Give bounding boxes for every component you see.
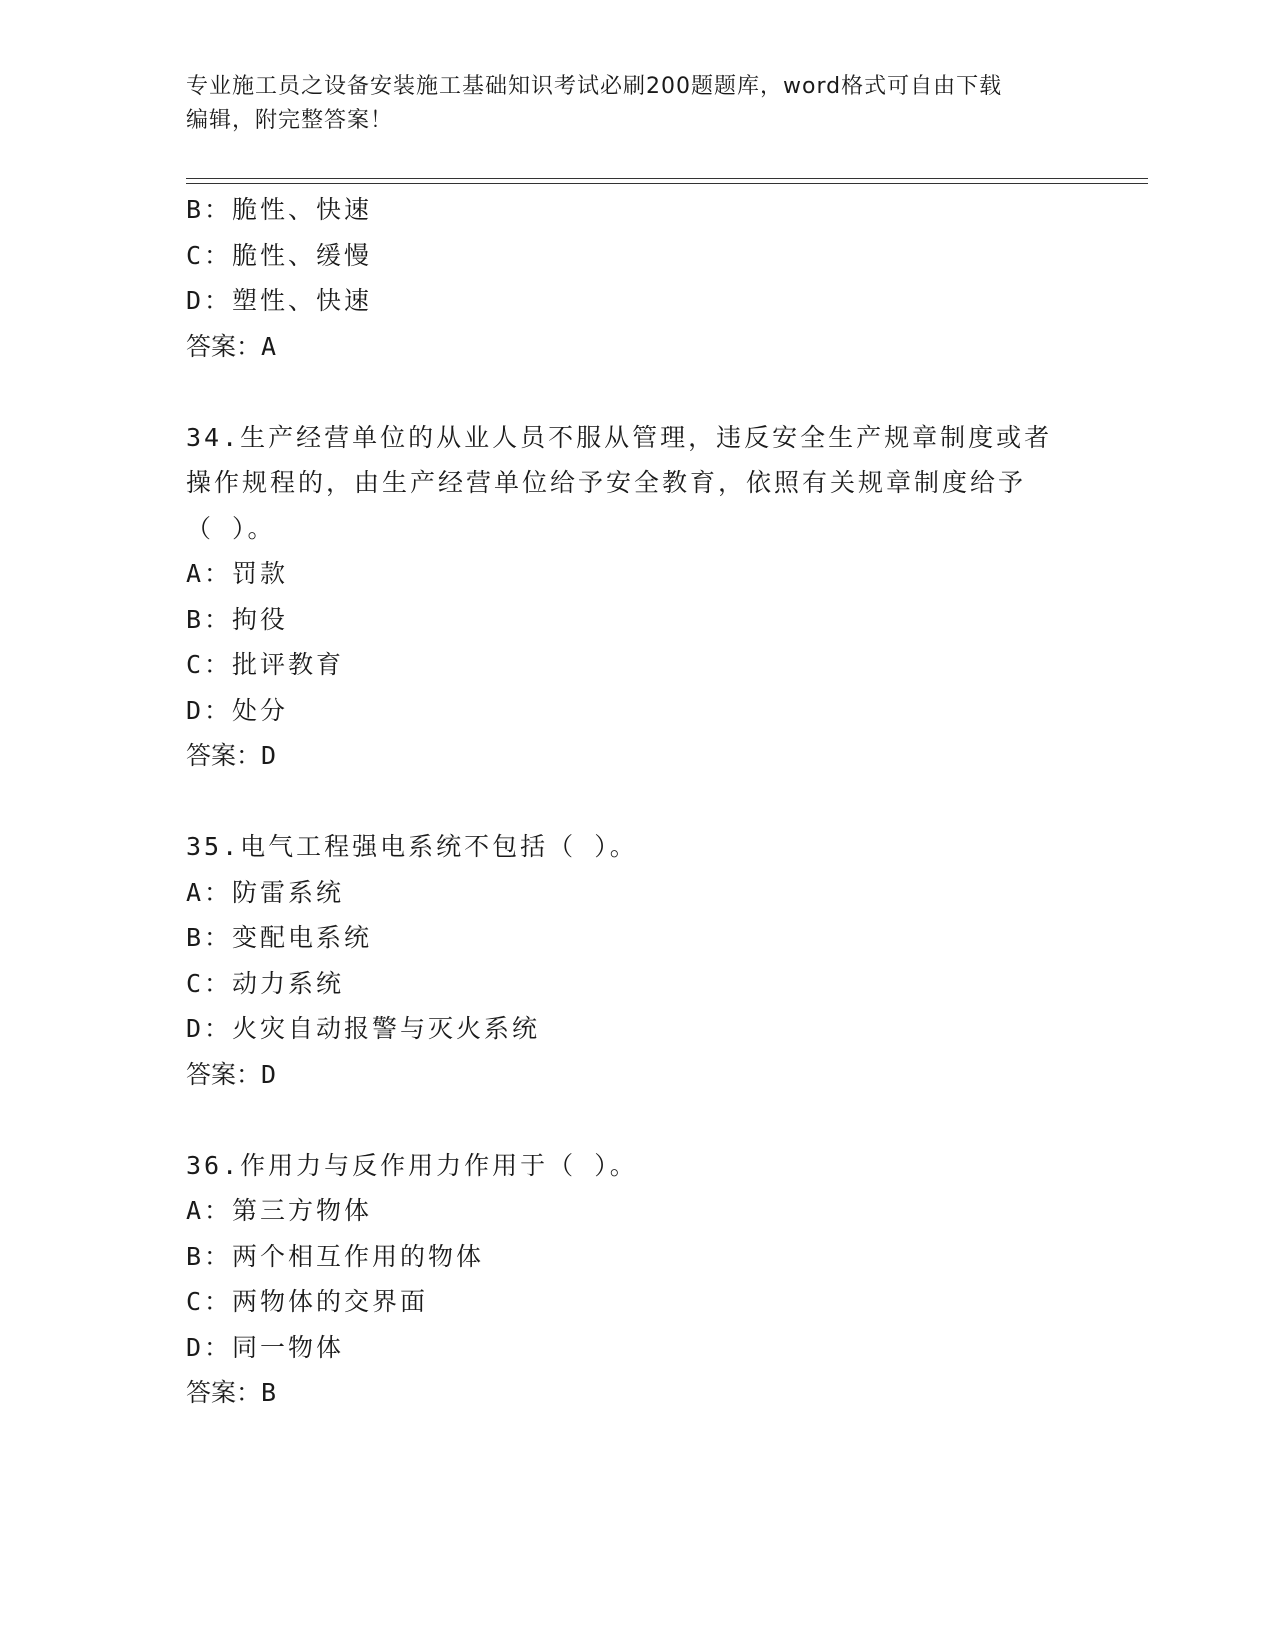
spacer — [186, 1097, 1086, 1143]
option-c: C：动力系统 — [186, 968, 345, 998]
option-d: D：火灾自动报警与灭火系统 — [186, 1014, 541, 1043]
option-d: D：塑性、快速 — [186, 286, 373, 315]
question-stem-line: 操作规程的，由生产经营单位给予安全教育，依照有关规章制度给予 — [186, 468, 1027, 497]
option-b: B：两个相互作用的物体 — [186, 1241, 485, 1271]
answer-line — [186, 733, 1086, 779]
question-stem-line: 36.作用力与反作用力作用于（ ）。 — [186, 1150, 638, 1180]
answer-value: D — [261, 741, 277, 770]
answer-line — [186, 1052, 1086, 1098]
question-35 — [186, 824, 1086, 1097]
option-b: B：脆性、快速 — [186, 195, 373, 224]
question-stem-line: （ ）。 — [186, 513, 276, 543]
prev-question-block — [186, 187, 1086, 369]
header-title-line-1: 专业施工员之设备安装施工基础知识考试必刷200题题库，word格式可自由下载 — [186, 74, 1003, 99]
answer-value: D — [261, 1059, 277, 1089]
option-c: C：两物体的交界面 — [186, 1287, 429, 1316]
option-c: C：批评教育 — [186, 650, 345, 679]
header-title-line-2: 编辑，附完整答案！ — [186, 108, 394, 133]
question-34 — [186, 415, 1086, 779]
question-stem-line: 34.生产经营单位的从业人员不服从管理，违反安全生产规章制度或者 — [186, 422, 1053, 452]
answer-label: 答案： — [186, 741, 262, 770]
option-c: C：脆性、缓慢 — [186, 240, 373, 270]
document-header — [186, 70, 1086, 138]
option-d: D：处分 — [186, 695, 289, 725]
answer-value: B — [261, 1378, 277, 1407]
answer-line — [186, 1370, 1086, 1416]
spacer — [186, 369, 1086, 415]
answer-value: A — [261, 331, 277, 361]
spacer — [186, 779, 1086, 825]
answer-line — [186, 324, 1086, 370]
question-36 — [186, 1143, 1086, 1416]
answer-label: 答案： — [186, 1378, 262, 1407]
question-stem-line: 35.电气工程强电系统不包括（ ）。 — [186, 832, 638, 861]
header-divider-top — [186, 178, 1148, 179]
option-d: D：同一物体 — [186, 1332, 345, 1362]
question-content — [186, 187, 1086, 1416]
option-a: A：第三方物体 — [186, 1196, 373, 1225]
option-b: B：拘役 — [186, 604, 289, 634]
answer-label: 答案： — [186, 1059, 262, 1089]
header-divider-bottom — [186, 183, 1148, 184]
option-a: A：罚款 — [186, 559, 289, 588]
option-a: A：防雷系统 — [186, 877, 345, 907]
answer-label: 答案： — [186, 331, 262, 361]
option-b: B：变配电系统 — [186, 923, 373, 952]
